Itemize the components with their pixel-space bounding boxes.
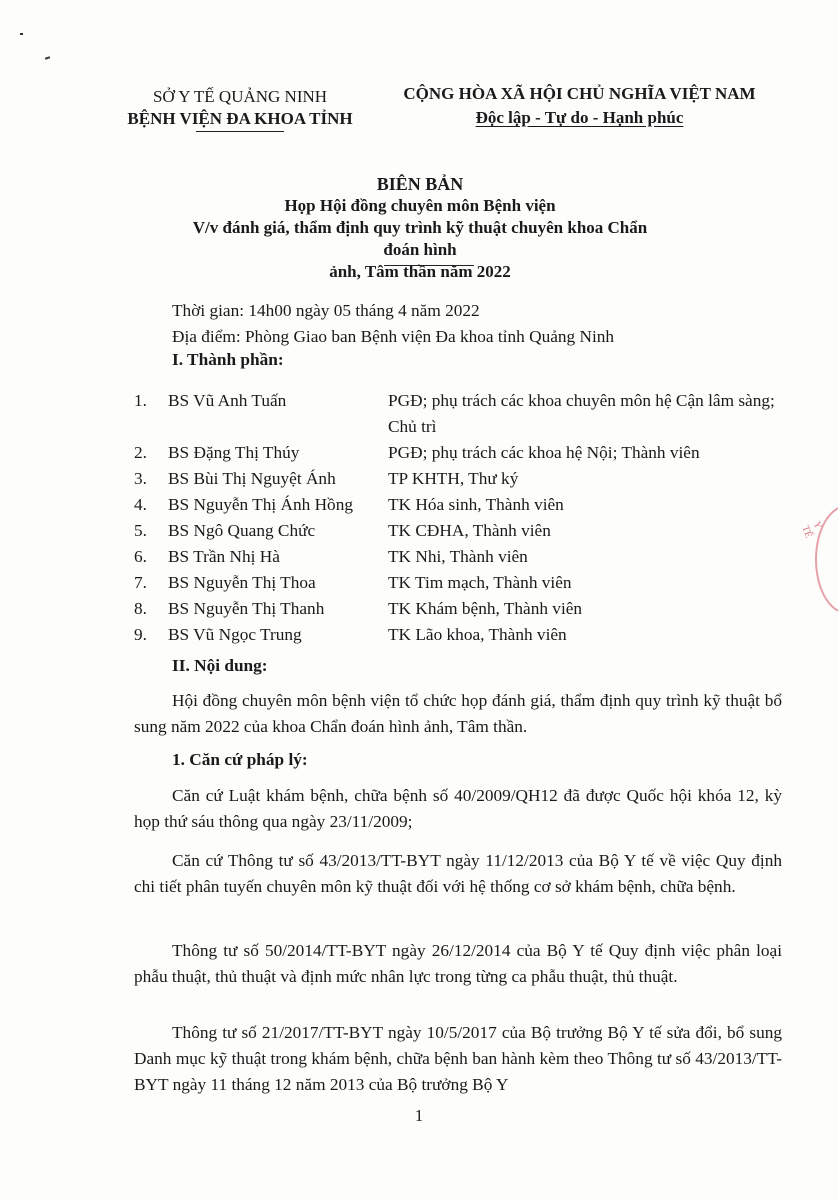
legal-paragraph <box>134 938 782 990</box>
member-name: BS Trần Nhị Hà <box>168 547 280 566</box>
legal-text: Căn cứ Luật khám bệnh, chữa bệnh số 40/2009/QH12 đã được Quốc hội khóa 12, kỳ họp thứ sáu thông qua ngày 23/11/2009; <box>134 786 782 831</box>
member-number: 8. <box>134 599 147 618</box>
member-number: 4. <box>134 495 147 514</box>
member-role: TK Lão khoa, Thành viên <box>388 625 567 644</box>
content-intro-text: Hội đồng chuyên môn bệnh viện tổ chức họp đánh giá, thẩm định quy trình kỹ thuật bổ sung năm 2022 của khoa Chẩn đoán hình ảnh, Tâm thần. <box>134 691 782 736</box>
member-role: TK Tim mạch, Thành viên <box>388 573 572 592</box>
member-row <box>134 518 794 544</box>
meeting-time: Thời gian: 14h00 ngày 05 tháng 4 năm 2022 <box>172 301 480 320</box>
agency-name: BỆNH VIỆN ĐA KHOA TỈNH <box>127 109 353 128</box>
legal-text: Thông tư số 21/2017/TT-BYT ngày 10/5/2017 của Bộ trưởng Bộ Y tế sửa đổi, bổ sung Danh mục kỹ thuật trong khám bệnh, chữa bệnh ban hành kèm theo Thông tư số 43/2013/TT-BYT ngày 11 tháng 12 năm 2013 của Bộ trưởng Bộ Y <box>134 1023 782 1094</box>
agency-underline <box>196 131 284 132</box>
meeting-place: Địa điểm: Phòng Giao ban Bệnh viện Đa khoa tỉnh Quảng Ninh <box>172 327 615 346</box>
section-heading-content: II. Nội dung: <box>172 656 268 675</box>
legal-text: Căn cứ Thông tư số 43/2013/TT-BYT ngày 11/12/2013 của Bộ Y tế về việc Quy định chi tiết phân tuyến chuyên môn kỹ thuật đối với hệ thống cơ sở khám bệnh, chữa bệnh. <box>134 851 782 896</box>
member-role: PGĐ; phụ trách các khoa hệ Nội; Thành viên <box>388 443 700 462</box>
member-name: BS Nguyễn Thị Thanh <box>168 599 325 618</box>
legal-text: Thông tư số 50/2014/TT-BYT ngày 26/12/2014 của Bộ Y tế Quy định việc phân loại phẫu thuật, thủ thuật và định mức nhân lực trong từng ca phẫu thuật, thủ thuật. <box>134 941 782 986</box>
member-name: BS Đặng Thị Thúy <box>168 443 300 462</box>
legal-paragraph <box>134 1020 782 1098</box>
meeting-meta <box>172 298 772 350</box>
member-row <box>134 622 794 648</box>
member-row <box>134 466 794 492</box>
member-number: 7. <box>134 573 147 592</box>
legal-paragraph <box>134 848 782 900</box>
member-row <box>134 388 794 440</box>
scan-speck <box>20 33 23 35</box>
national-header <box>382 82 777 130</box>
member-name: BS Ngô Quang Chức <box>168 521 316 540</box>
member-name: BS Nguyễn Thị Thoa <box>168 573 316 592</box>
member-name: BS Nguyễn Thị Ánh Hồng <box>168 495 353 514</box>
member-number: 9. <box>134 625 147 644</box>
agency-parent: SỞ Y TẾ QUẢNG NINH <box>152 87 328 106</box>
member-number: 1. <box>134 391 147 410</box>
member-row <box>134 440 794 466</box>
subsection-heading-legal: 1. Căn cứ pháp lý: <box>172 750 308 769</box>
national-motto: Độc lập - Tự do - Hạnh phúc <box>475 108 684 127</box>
national-title: CỘNG HÒA XÃ HỘI CHỦ NGHĨA VIỆT NAM <box>403 84 756 103</box>
member-role: TK Hóa sinh, Thành viên <box>388 495 564 514</box>
member-role: TK Khám bệnh, Thành viên <box>388 599 583 618</box>
member-row <box>134 596 794 622</box>
member-role: TK CĐHA, Thành viên <box>388 521 551 540</box>
section-heading-members: I. Thành phần: <box>172 350 284 369</box>
agency-header <box>105 86 375 130</box>
document-title-block <box>190 173 650 283</box>
member-row <box>134 544 794 570</box>
member-row <box>134 492 794 518</box>
document-title: BIÊN BẢN <box>376 174 464 194</box>
document-subtitle-1: Họp Hội đồng chuyên môn Bệnh viện <box>284 196 556 215</box>
member-number: 5. <box>134 521 147 540</box>
member-row <box>134 570 794 596</box>
stamp-lettering: Y TẾ <box>799 520 824 540</box>
member-list <box>134 388 794 648</box>
title-underline <box>384 265 474 266</box>
page-number: 1 <box>414 1106 424 1125</box>
member-number: 6. <box>134 547 147 566</box>
content-intro <box>134 688 782 740</box>
member-role: TP KHTH, Thư ký <box>388 469 519 488</box>
member-name: BS Vũ Anh Tuấn <box>168 391 287 410</box>
scan-speck <box>45 56 50 60</box>
document-subtitle-2: V/v đánh giá, thẩm định quy trình kỹ thuật chuyên khoa Chẩn đoán hình <box>192 218 648 259</box>
document-subtitle-3: ảnh, Tâm thần năm 2022 <box>329 262 511 281</box>
legal-paragraph <box>134 783 782 835</box>
member-name: BS Bùi Thị Nguyệt Ánh <box>168 469 336 488</box>
member-role: TK Nhi, Thành viên <box>388 547 528 566</box>
member-number: 3. <box>134 469 147 488</box>
member-role: PGĐ; phụ trách các khoa chuyên môn hệ Cận lâm sàng; Chủ trì <box>388 391 775 436</box>
member-number: 2. <box>134 443 147 462</box>
member-name: BS Vũ Ngọc Trung <box>168 625 302 644</box>
